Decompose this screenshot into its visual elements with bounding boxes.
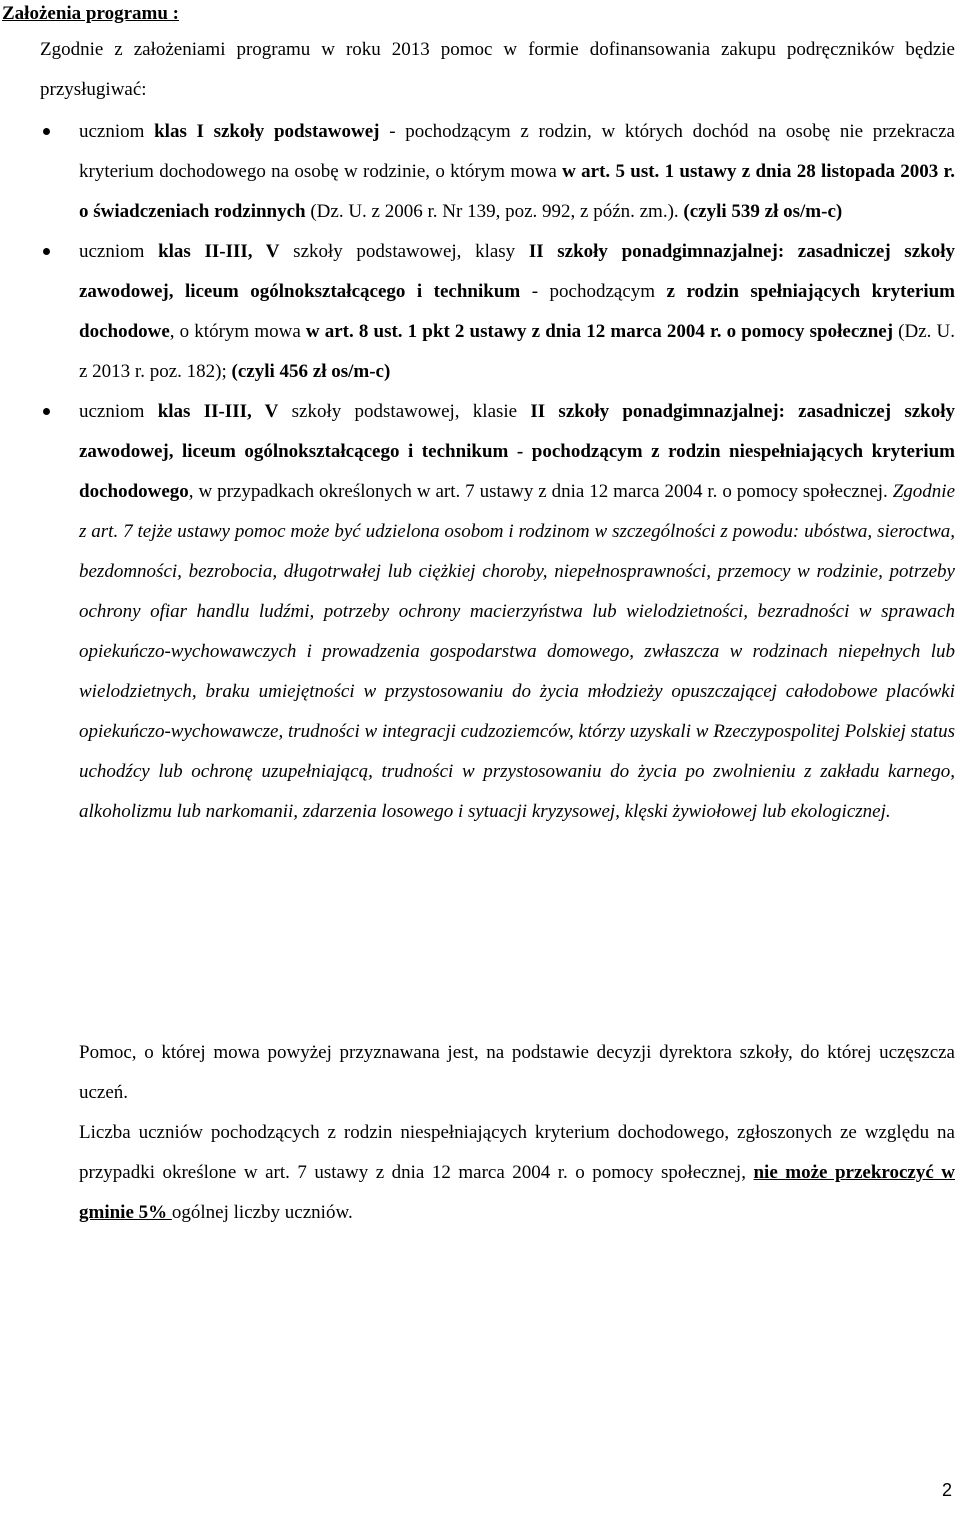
closing-text xyxy=(0,1033,960,1233)
limit-paragraph: Liczba uczniów pochodzących z rodzin niespełniających kryterium dochodowego, zgłoszonych ze względu na przypadki określone w art. 7 ustawy z dnia 12 marca 2004 r. o pomocy społecznej, nie może przekroczyć w gminie 5% ogólnej liczby uczniów. xyxy=(79,1122,955,1223)
intro-paragraph: Zgodnie z założeniami programu w roku 2013 pomoc w formie dofinansowania zakupu podręczników będzie przysługiwać: xyxy=(40,39,955,100)
list-item: uczniom klas II-III, V szkoły podstawowej, klasie II szkoły ponadgimnazjalnej: zasadniczej szkoły zawodowej, liceum ogólnokształcącego i technikum - pochodzącym z rodzin niespełniających kryterium dochodowego, w przypadkach określonych w art. 7 ustawy z dnia 12 marca 2004 r. o pomocy społecznej. Zgodnie z art. 7 tejże ustawy pomoc może być udzielona osobom i rodzinom w szczególności z powodu: ubóstwa, sieroctwa, bezdomności, bezrobocia, długotrwałej lub ciężkiej choroby, niepełnosprawności, przemocy w rodzinie, potrzeby ochrony ofiar handlu ludźmi, potrzeby ochrony macierzyństwa lub wielodzietności, bezradności w sprawach opiekuńczo-wychowawczych i prowadzenia gospodarstwa domowego, zwłaszcza w rodzinach niepełnych lub wielodzietnych, braku umiejętności w przystosowaniu do życia młodzieży opuszczającej całodobowe placówki opiekuńczo-wychowawcze, trudności w integracji cudzoziemców, którzy uzyskali w Rzeczypospolitej Polskiej status uchodźcy lub ochronę uzupełniającą, trudności w przystosowaniu do życia po zwolnieniu z zakładu karnego, alkoholizmu lub narkomanii, zdarzenia losowego i sytuacji kryzysowej, klęski żywiołowej lub ekologicznej. xyxy=(0,392,955,832)
bullet-icon xyxy=(43,392,51,432)
list-item: uczniom klas I szkoły podstawowej - pochodzącym z rodzin, w których dochód na osobę nie przekracza kryterium dochodowego na osobę w rodzinie, o którym mowa w art. 5 ust. 1 ustawy z dnia 28 listopada 2003 r. o świadczeniach rodzinnych (Dz. U. z 2006 r. Nr 139, poz. 992, z późn. zm.). (czyli 539 zł os/m-c) xyxy=(0,112,955,232)
decision-paragraph: Pomoc, o której mowa powyżej przyznawana jest, na podstawie decyzji dyrektora szkoły, do której uczęszcza uczeń. xyxy=(79,1042,955,1103)
page-number: 2 xyxy=(941,1480,952,1500)
list-item: uczniom klas II-III, V szkoły podstawowej, klasy II szkoły ponadgimnazjalnej: zasadniczej szkoły zawodowej, liceum ogólnokształcącego i technikum - pochodzącym z rodzin spełniających kryterium dochodowe, o którym mowa w art. 8 ust. 1 pkt 2 ustawy z dnia 12 marca 2004 r. o pomocy społecznej (Dz. U. z 2013 r. poz. 182); (czyli 456 zł os/m-c) xyxy=(0,232,955,392)
bullet-icon xyxy=(43,112,51,152)
eligibility-list xyxy=(0,112,960,832)
section-heading: Założenia programu : xyxy=(2,3,179,24)
bullet-icon xyxy=(43,232,51,272)
